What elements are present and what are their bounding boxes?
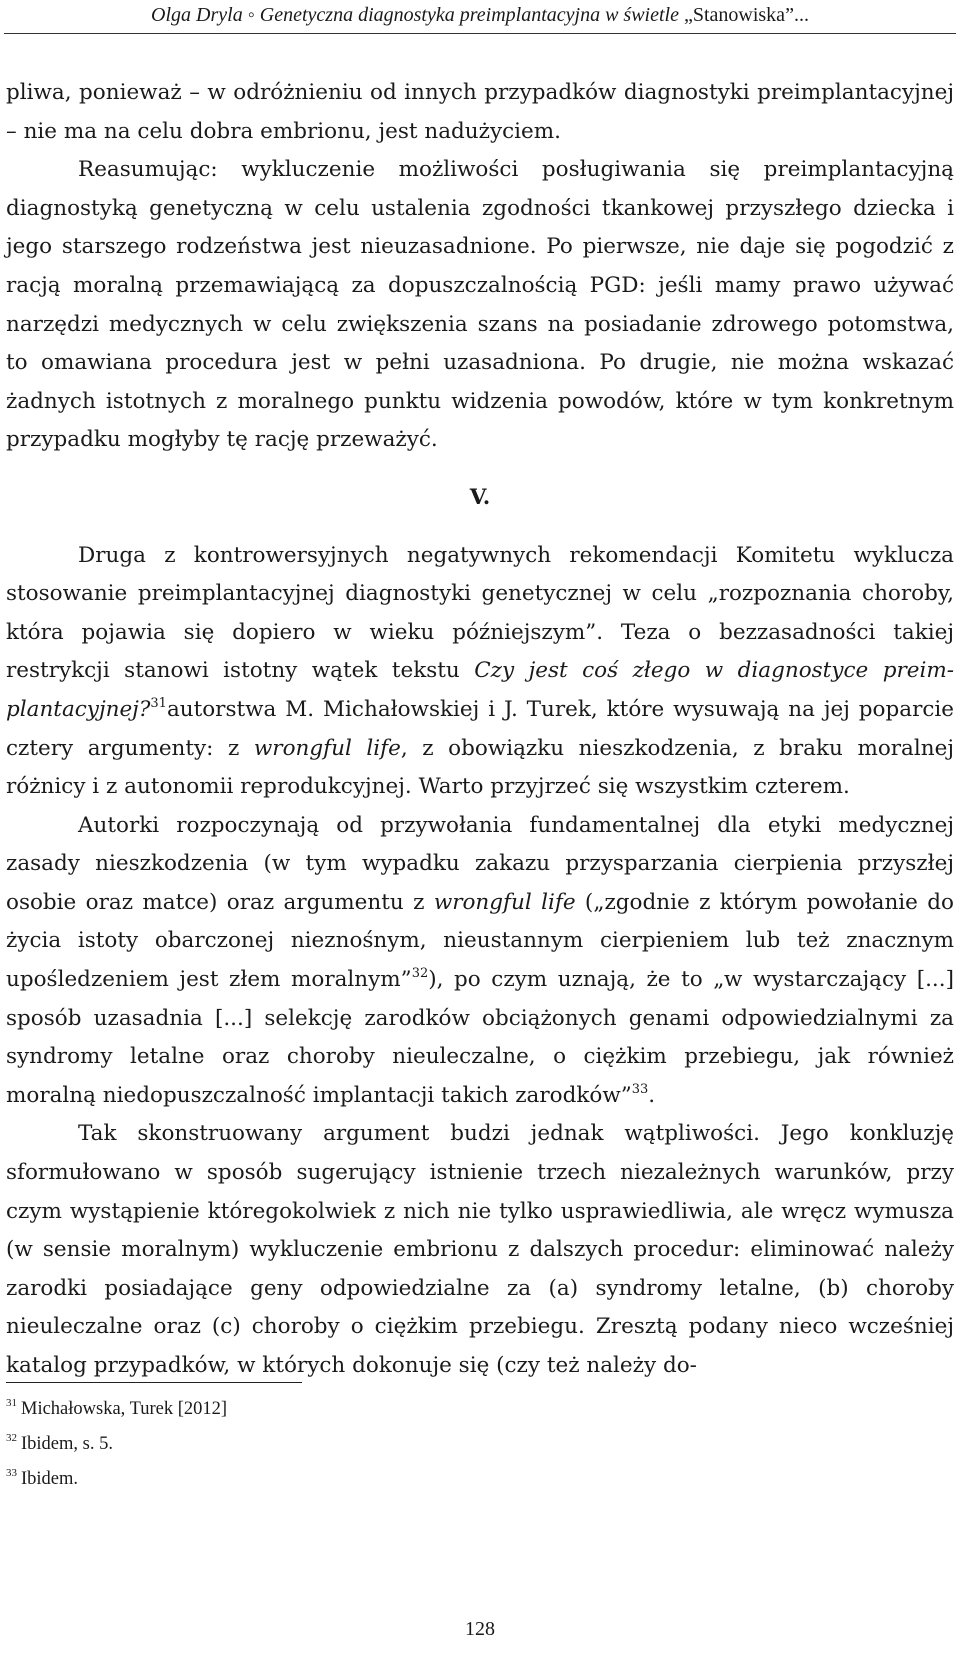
paragraph-authors-argument (6, 807, 954, 1116)
header-author: Olga Dryla (151, 4, 243, 26)
p4-text-a: Autorki rozpoczynają od przywołania fundamentalnej dla etyki medycznej zasady nieszkodzenia (w tym wypadku zakazu przysparzania cierpienia przyszłej osobie oraz matce) oraz argumentu z (6, 812, 954, 915)
term-wrongful-life: wrongful life (253, 735, 401, 761)
p4-text-d: . (648, 1082, 656, 1108)
section-heading: V. (469, 484, 491, 510)
footnote-31 (6, 1392, 946, 1427)
footnotes (6, 1392, 946, 1497)
header-rule (4, 33, 956, 34)
header-ellipsis: ... (793, 4, 809, 26)
p3-text-c: , z obowiązku nieszkodzenia, z braku moralnej różnicy i z autonomii reprodukcyjnej. Warto przyjrzeć się wszystkim czterem. (6, 735, 954, 800)
body-text (6, 74, 954, 1386)
p4-text-c: ), po czym uznają, że to „w wystarczający [...] sposób uzasadnia [...] selekcję zarodków obciążonych genami odpowiedzialnymi za syndromy letalne oraz choroby nieuleczalne, o ciężkim przebiegu, jak również moralną niedopuszczalność implantacji takich zarodków” (6, 967, 954, 1108)
page-number: 128 (465, 1618, 495, 1640)
header-separator: ◦ (247, 4, 255, 26)
footnote-number: 33 (6, 1467, 17, 1479)
paragraph-second-recommendation (6, 537, 954, 807)
footnote-ref-33[interactable]: 33 (631, 1081, 649, 1097)
p4-text-b: („zgodnie z którym powołanie do życia istoty obarczonej nieznośnym, nieustannym cierpieniem lub też znacznym upośledzeniem jest złem moralnym” (6, 889, 954, 993)
footnote-32 (6, 1427, 946, 1462)
header-title: Genetyczna diagnostyka preimplantacyjna w świetle (259, 4, 684, 26)
footnote-ref-32[interactable]: 32 (411, 966, 429, 982)
p3-text-b: autorstwa M. Michałowskiej i J. Turek, które wysuwają na jej poparcie cztery argumenty: z (6, 696, 954, 761)
header-title-quoted: „Stanowiska” (683, 4, 794, 26)
footnote-number: 32 (6, 1432, 17, 1444)
cited-title: Czy jest coś złego w diagnostyce preimplantacyjnej? (6, 658, 954, 722)
paragraph-summary: Reasumując: wykluczenie możliwości posługiwania się preimplantacyjną diagnostyką genetyczną w celu ustalenia zgodności tkankowej przyszłego dziecka i jego starszego rodzeństwa jest nieuzasadnione. Po pierwsze, nie daje się pogodzić z racją moralną przemawiającą za dopuszczalnością PGD: jeśli mamy prawo używać narzędzi medycznych w celu zwiększenia szans na posiadanie zdrowego potomstwa, to omawiana procedura jest w pełni uzasadniona. Po drugie, nie można wskazać żadnych istotnych z moralnego punktu widzenia powodów, które w tym konkretnym przypadku mogłyby tę rację przeważyć. (6, 157, 954, 453)
paragraph-continued: pliwa, ponieważ – w odróżnieniu od innych przypadków diagnostyki preimplantacyjnej – nie ma na celu dobra embrionu, jest nadużyciem. (6, 80, 954, 144)
paragraph-critique: Tak skonstruowany argument budzi jednak wątpliwości. Jego konkluzję sformułowano w sposób sugerujący istnienie trzech niezależnych warunków, przy czym wystąpienie któregokolwiek z nich nie tylko usprawiedliwia, ale wręcz wymusza (w sensie moralnym) wykluczenie embrionu z dalszych procedur: eliminować należy zarodki posiadające geny odpowiedzialne za (a) syndromy letalne, (b) choroby nieuleczalne oraz (c) choroby o ciężkim przebiegu. Zresztą podany nieco wcześniej katalog przypadków, w których dokonuje się (czy też należy do- (6, 1121, 954, 1378)
footnote-ref-31[interactable]: 31 (150, 695, 167, 711)
footnote-text: Michałowska, Turek [2012] (21, 1399, 228, 1419)
p3-text-a: Druga z kontrowersyjnych negatywnych rekomendacji Komitetu wyklucza stosowanie preimplantacyjnej diagnostyki genetycznej w celu „rozpoznania choroby, która pojawia się dopiero w wieku późniejszym”. Teza o bezzasadności takiej restrykcji stanowi istotny wątek tekstu (6, 542, 954, 684)
running-header (0, 0, 960, 30)
term-wrongful-life: wrongful life (433, 889, 576, 915)
footnote-number: 31 (6, 1397, 17, 1409)
footnote-text: Ibidem, s. 5. (21, 1434, 113, 1454)
footnote-33 (6, 1462, 946, 1497)
footnote-text: Ibidem. (21, 1469, 79, 1489)
footnote-rule (6, 1382, 302, 1383)
